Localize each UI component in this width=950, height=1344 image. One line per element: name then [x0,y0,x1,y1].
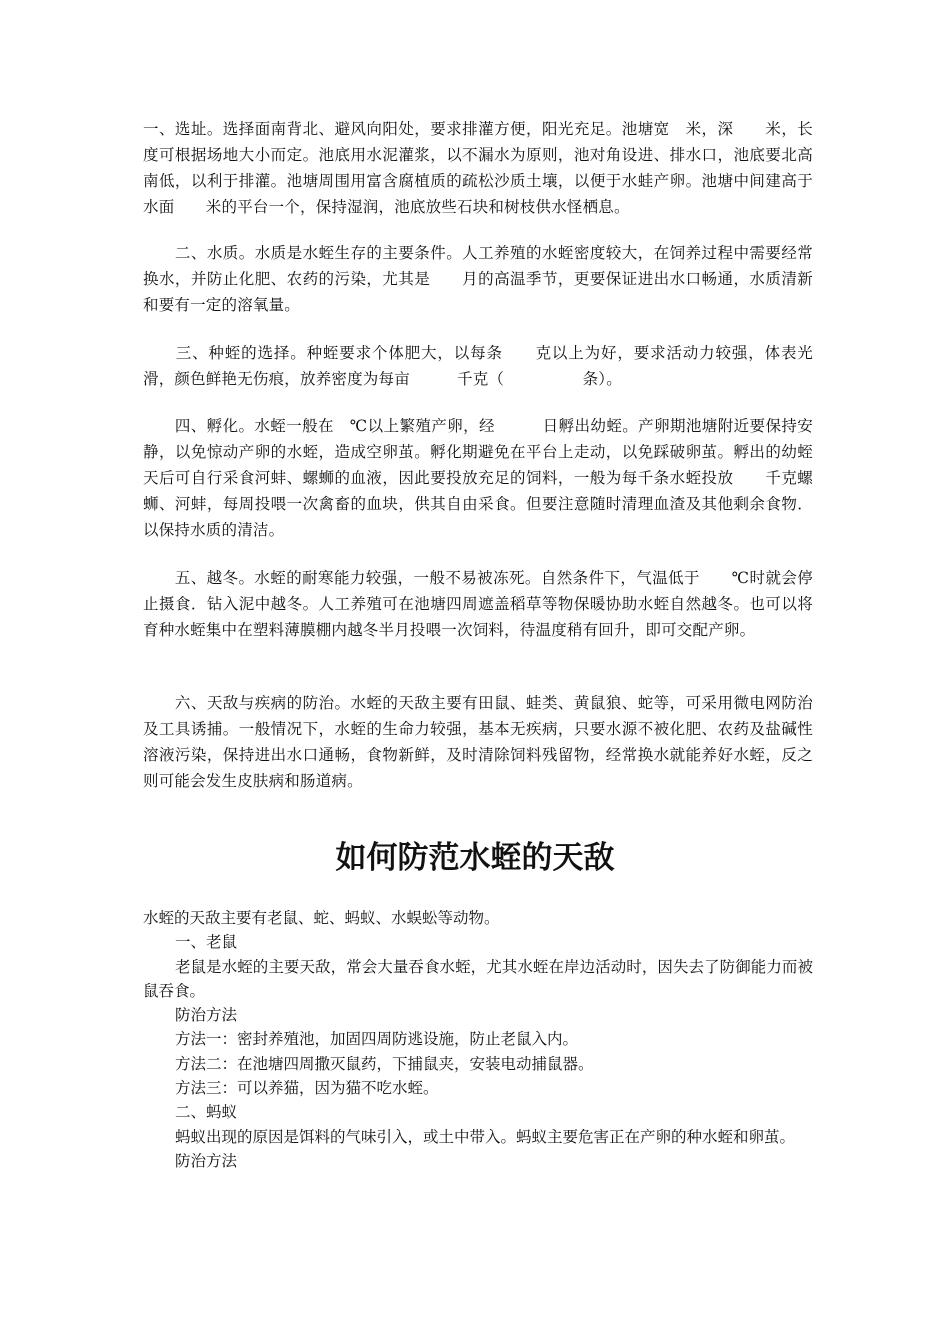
method-item: 方法一：密封养殖池，加固四周防逃设施，防止老鼠入内。 [175,1030,579,1049]
paragraph-water-quality: 二、水质。水质是水蛭生存的主要条件。人工养殖的水蛭密度较大，在饲养过程中需要经常换水，并防止化肥、农药的污染，尤其是 月的高温季节，更要保证进出水口畅通，水质清新和要有一定的溶氧量。 [143,244,813,314]
paragraph-rats: 老鼠是水蛭的主要天敌，常会大量吞食水蛭，尤其水蛭在岸边活动时，因失去了防御能力而被鼠吞食。 [143,957,813,1000]
method-heading: 防治方法 [175,1006,238,1025]
heading-rats: 一、老鼠 [175,933,238,952]
paragraph-overwintering: 五、越冬。水蛭的耐寒能力较强，一般不易被冻死。自然条件下，气温低于 ℃时就会停止摄食．钻入泥中越冬。人工养殖可在池塘四周遮盖稻草等物保暖协助水蛭自然越冬。也可以将育种水蛭集中在塑料薄膜棚内越冬半月投喂一次饲料，待温度稍有回升，即可交配产卵。 [143,569,813,639]
paragraph-breeder-selection: 三、种蛭的选择。种蛭要求个体肥大，以每条 克以上为好，要求活动力较强，体表光滑，颜色鲜艳无伤痕，放养密度为每亩 千克（ 条）。 [143,344,813,388]
intro-line: 水蛭的天敌主要有老鼠、蛇、蚂蚁、水蜈蚣等动物。 [143,909,500,927]
section-title: 如何防范水蛭的天敌 [335,840,615,876]
heading-ants: 二、蚂蚁 [175,1103,238,1122]
method-heading: 防治方法 [175,1151,238,1170]
method-item: 方法二：在池塘四周撒灭鼠药，下捕鼠夹，安装电动捕鼠器。 [175,1054,594,1073]
paragraph-site-selection: 一、选址。选择面南背北、避风向阳处，要求排灌方便，阳光充足。池塘宽 米，深 米，长度可根据场地大小而定。池底用水泥灌浆，以不漏水为原则，池对角设进、排水口，池底要北高南低，以利于排灌。池塘周围用富含腐植质的疏松沙质土壤，以便于水蛙产卵。池塘中间建高于水面 米的平台一个，保持湿润，池底放些石块和树枝供水怪栖息。 [143,120,813,216]
paragraph-enemies-diseases: 六、天敌与疾病的防治。水蛭的天敌主要有田鼠、蛙类、黄鼠狼、蛇等，可采用微电网防治及工具诱捕。一般情况下，水蛭的生命力较强，基本无疾病，只要水源不被化肥、农药及盐碱性溶液污染，保持进出水口通畅，食物新鲜，及时清除饲料残留物，经常换水就能养好水蛭，反之则可能会发生皮肤病和肠道病。 [143,694,813,790]
method-item: 方法三：可以养猫，因为猫不吃水蛭。 [175,1079,439,1098]
enemies-section [143,906,813,1173]
paragraph-ants: 蚂蚁出现的原因是饵料的气味引入，或土中带入。蚂蚁主要危害正在产卵的种水蛭和卵茧。 [175,1127,796,1146]
paragraph-hatching: 四、孵化。水蛭一般在 ℃以上繁殖产卵，经 日孵出幼蛭。产卵期池塘附近要保持安静，以免惊动产卵的水蛭，造成空卵茧。孵化期避免在平台上走动，以免踩破卵茧。孵出的幼蛭 天后可自行采食河蚌、螺蛳的血液，因此要投放充足的饲料，一般为每千条水蛭投放 千克螺蛳、河蚌，每周投喂一次禽畜的血块，供其自由采食。但要注意随时清理血渣及其他剩余食物．以保持水质的清洁。 [143,417,829,539]
